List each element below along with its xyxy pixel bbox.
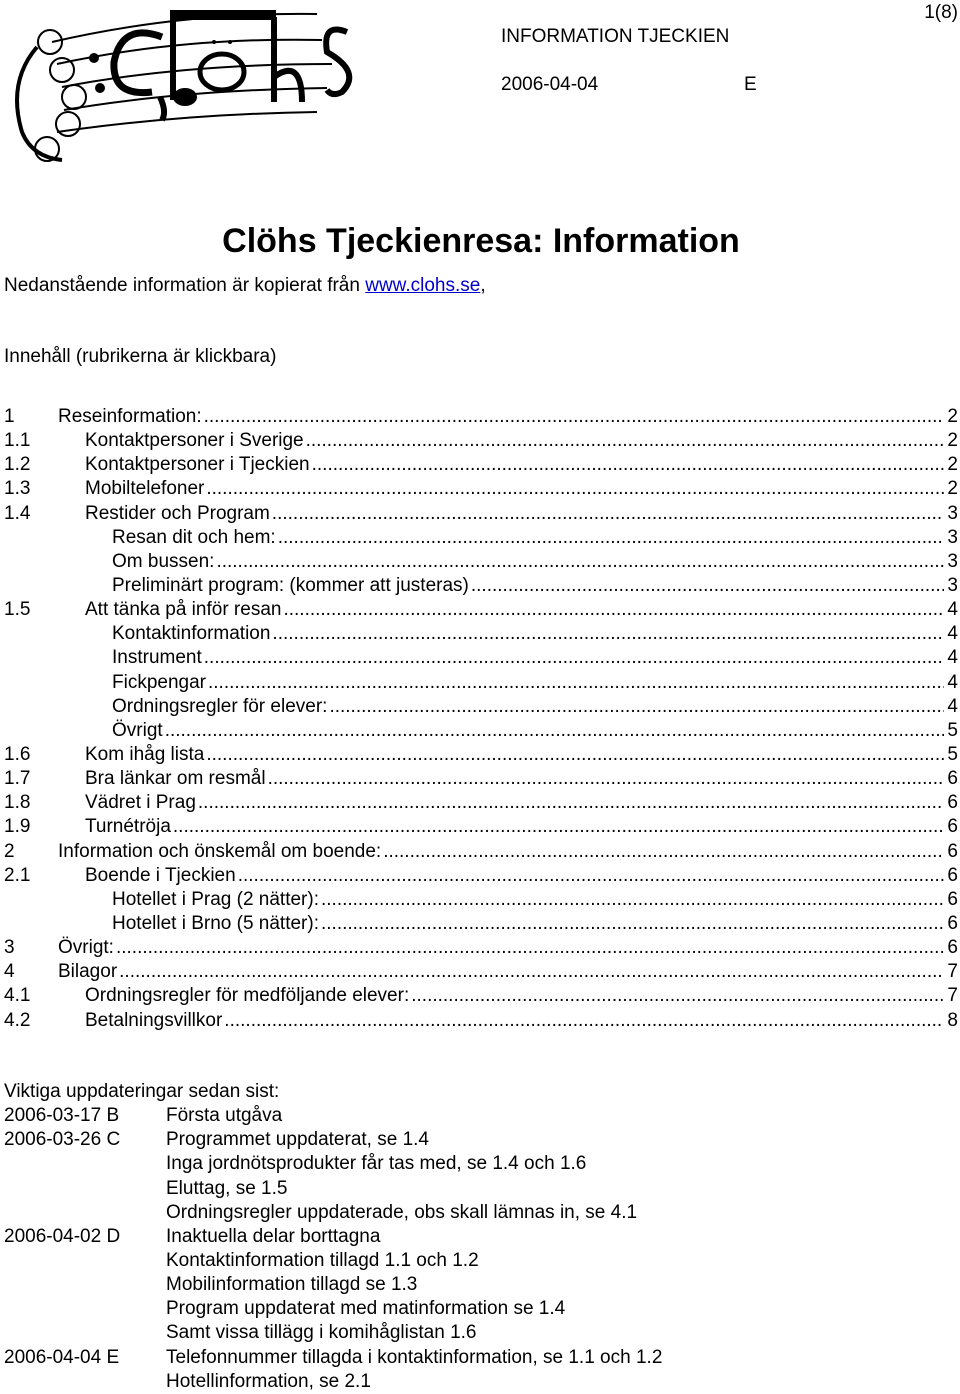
update-text: Programmet uppdaterat, se 1.4 [166, 1129, 429, 1151]
toc-page-number: 4 [947, 671, 958, 693]
intro-punctuation: , [480, 275, 486, 296]
toc-title[interactable]: Preliminärt program: (kommer att justeras) [112, 574, 469, 596]
toc-leader-dots [119, 960, 944, 984]
update-entry [4, 1177, 288, 1201]
update-text: Första utgåva [166, 1105, 283, 1127]
update-text: Program uppdaterat med matinformation se 1.4 [166, 1298, 566, 1320]
toc-leader-dots [383, 840, 944, 864]
toc-leader-dots [198, 791, 945, 815]
document-revision: E [744, 74, 757, 95]
toc-entry[interactable] [4, 405, 958, 429]
toc-leader-dots [321, 912, 944, 936]
toc-page-number: 6 [947, 888, 958, 910]
update-entry [4, 1152, 587, 1176]
toc-title[interactable]: Reseinformation: [58, 406, 202, 427]
toc-number: 4.2 [4, 1009, 31, 1031]
toc-leader-dots [268, 767, 945, 791]
toc-leader-dots [411, 984, 944, 1008]
toc-page-number: 3 [947, 574, 958, 596]
update-entry [4, 1297, 566, 1321]
toc-entry[interactable] [4, 719, 958, 743]
toc-entry[interactable] [4, 671, 958, 695]
toc-entry[interactable] [4, 888, 958, 912]
toc-leader-dots [272, 622, 944, 646]
update-text: Hotellinformation, se 2.1 [166, 1370, 371, 1392]
toc-page-number: 4 [947, 647, 958, 669]
update-date: 2006-04-02 D [4, 1225, 121, 1247]
toc-page-number: 3 [947, 526, 958, 548]
update-text: Inga jordnötsprodukter får tas med, se 1.4 och 1.6 [166, 1153, 587, 1175]
update-text: Eluttag, se 1.5 [166, 1177, 288, 1199]
toc-page-number: 4 [947, 623, 958, 645]
toc-leader-dots [283, 598, 944, 622]
toc-title[interactable]: Hotellet i Prag (2 nätter): [112, 888, 319, 910]
toc-title[interactable]: Ordningsregler för elever: [112, 695, 328, 717]
toc-number: 2 [4, 840, 15, 862]
update-text: Kontaktinformation tillagd 1.1 och 1.2 [166, 1249, 479, 1271]
toc-entry[interactable] [4, 598, 958, 622]
toc-page-number: 6 [947, 864, 958, 886]
updates-heading: Viktiga uppdateringar sedan sist: [4, 1081, 280, 1102]
toc-title[interactable]: Kom ihåg lista [85, 743, 205, 765]
toc-page-number: 6 [947, 816, 958, 838]
update-entry [4, 1249, 479, 1273]
toc-number: 1 [4, 406, 15, 427]
clohs-logo [2, 2, 364, 164]
toc-leader-dots [238, 864, 945, 888]
toc-page-number: 2 [947, 478, 958, 500]
toc-page-number: 5 [947, 743, 958, 765]
toc-leader-dots [206, 743, 944, 767]
toc-title[interactable]: Kontaktpersoner i Sverige [85, 430, 304, 452]
toc-title[interactable]: Instrument [112, 647, 202, 669]
update-entry [4, 1273, 418, 1297]
toc-page-number: 3 [947, 550, 958, 572]
toc-entry[interactable] [4, 502, 958, 526]
toc-entry[interactable] [4, 453, 958, 477]
toc-title[interactable]: Att tänka på inför resan [85, 599, 282, 621]
updates-section [4, 1080, 663, 1394]
toc-leader-dots [278, 526, 945, 550]
toc-title[interactable]: Vädret i Prag [85, 792, 196, 814]
toc-title[interactable]: Fickpengar [112, 671, 206, 693]
toc-leader-dots [224, 1009, 944, 1033]
toc-title[interactable]: Om bussen: [112, 550, 215, 572]
toc-title[interactable]: Bra länkar om resmål [85, 768, 266, 790]
toc-leader-dots [216, 550, 944, 574]
toc-entry[interactable] [4, 791, 958, 815]
toc-leader-dots [208, 671, 944, 695]
update-date: 2006-03-26 C [4, 1129, 121, 1151]
update-text: Samt vissa tillägg i komihåglistan 1.6 [166, 1322, 477, 1344]
toc-entry[interactable] [4, 960, 958, 984]
toc-title[interactable]: Boende i Tjeckien [85, 864, 236, 886]
toc-page-number: 6 [947, 792, 958, 814]
update-text: Mobilinformation tillagd se 1.3 [166, 1274, 418, 1296]
update-entry [4, 1201, 638, 1225]
toc-page-number: 2 [947, 454, 958, 476]
table-of-contents [4, 405, 958, 1033]
toc-entry[interactable] [4, 622, 958, 646]
clohs-website-link[interactable]: www.clohs.se [365, 275, 481, 296]
update-entry [4, 1225, 381, 1249]
toc-entry[interactable] [4, 840, 958, 864]
toc-title[interactable]: Ordningsregler för medföljande elever: [85, 985, 410, 1007]
toc-number: 1.8 [4, 792, 31, 814]
toc-entry[interactable] [4, 912, 958, 936]
toc-page-number: 2 [947, 430, 958, 452]
toc-number: 1.3 [4, 478, 31, 500]
toc-title[interactable]: Mobiltelefoner [85, 478, 205, 500]
toc-entry[interactable] [4, 695, 958, 719]
update-entry [4, 1128, 429, 1152]
toc-page-number: 7 [947, 961, 958, 983]
update-text: Telefonnummer tillagda i kontaktinformation, se 1.1 och 1.2 [166, 1346, 663, 1368]
toc-title[interactable]: Information och önskemål om boende: [58, 840, 382, 862]
toc-page-number: 2 [947, 406, 958, 427]
toc-number: 1.7 [4, 768, 31, 790]
toc-entry[interactable] [4, 767, 958, 791]
toc-entry[interactable] [4, 936, 958, 960]
toc-leader-dots [329, 695, 944, 719]
update-entry [4, 1346, 663, 1370]
toc-entry[interactable] [4, 1009, 958, 1033]
update-entry [4, 1321, 477, 1345]
toc-entry[interactable] [4, 550, 958, 574]
intro-text: Nedanstående information är kopierat från [4, 275, 366, 296]
toc-leader-dots [312, 453, 945, 477]
toc-page-number: 8 [947, 1009, 958, 1031]
toc-title[interactable]: Hotellet i Brno (5 nätter): [112, 912, 319, 934]
toc-title[interactable]: Turnétröja [85, 816, 171, 838]
toc-number: 1.5 [4, 599, 31, 621]
toc-title[interactable]: Bilagor [58, 961, 118, 983]
toc-entry[interactable] [4, 984, 958, 1008]
update-entry [4, 1104, 283, 1128]
toc-leader-dots [204, 646, 945, 670]
toc-number: 2.1 [4, 864, 31, 886]
toc-page-number: 6 [947, 937, 958, 959]
toc-entry[interactable] [4, 429, 958, 453]
toc-title[interactable]: Resan dit och hem: [112, 526, 276, 548]
update-entry [4, 1370, 371, 1394]
toc-page-number: 7 [947, 985, 958, 1007]
toc-title[interactable]: Kontaktpersoner i Tjeckien [85, 454, 310, 476]
toc-number: 1.6 [4, 743, 31, 765]
toc-leader-dots [173, 815, 945, 839]
toc-title[interactable]: Betalningsvillkor [85, 1009, 223, 1031]
toc-number: 3 [4, 937, 15, 959]
toc-number: 1.4 [4, 502, 31, 524]
toc-entry[interactable] [4, 574, 958, 598]
toc-page-number: 6 [947, 840, 958, 862]
toc-entry[interactable] [4, 477, 958, 501]
document-date: 2006-04-04 [501, 74, 599, 95]
intro-paragraph [4, 275, 486, 297]
toc-title[interactable]: Övrigt [112, 719, 163, 741]
toc-entry[interactable] [4, 815, 958, 839]
toc-leader-dots [116, 936, 944, 960]
toc-leader-dots [165, 719, 945, 743]
update-date: 2006-03-17 B [4, 1105, 120, 1127]
update-date: 2006-04-04 E [4, 1346, 120, 1368]
toc-page-number: 5 [947, 719, 958, 741]
toc-heading: Innehåll (rubrikerna är klickbara) [4, 346, 277, 367]
toc-page-number: 3 [947, 502, 958, 524]
toc-title[interactable]: Övrigt: [58, 937, 114, 959]
toc-leader-dots [206, 477, 944, 501]
toc-page-number: 4 [947, 695, 958, 717]
toc-title[interactable]: Kontaktinformation [112, 623, 271, 645]
toc-leader-dots [272, 502, 945, 526]
toc-page-number: 6 [947, 912, 958, 934]
toc-page-number: 6 [947, 768, 958, 790]
toc-entry[interactable] [4, 743, 958, 767]
toc-leader-dots [306, 429, 945, 453]
toc-number: 4.1 [4, 985, 31, 1007]
update-text: Inaktuella delar borttagna [166, 1225, 381, 1247]
toc-number: 1.2 [4, 454, 31, 476]
toc-number: 4 [4, 961, 15, 983]
toc-leader-dots [321, 888, 944, 912]
toc-title[interactable]: Restider och Program [85, 502, 270, 524]
toc-number: 1.1 [4, 430, 31, 452]
toc-entry[interactable] [4, 526, 958, 550]
toc-page-number: 4 [947, 599, 958, 621]
page-title: Clöhs Tjeckienresa: Information [222, 222, 740, 260]
document-title: INFORMATION TJECKIEN [501, 26, 730, 47]
toc-leader-dots [204, 405, 945, 429]
toc-entry[interactable] [4, 646, 958, 670]
page-indicator: 1(8) [924, 2, 958, 23]
update-text: Ordningsregler uppdaterade, obs skall lämnas in, se 4.1 [166, 1201, 638, 1223]
toc-entry[interactable] [4, 864, 958, 888]
toc-leader-dots [471, 574, 945, 598]
toc-number: 1.9 [4, 816, 31, 838]
